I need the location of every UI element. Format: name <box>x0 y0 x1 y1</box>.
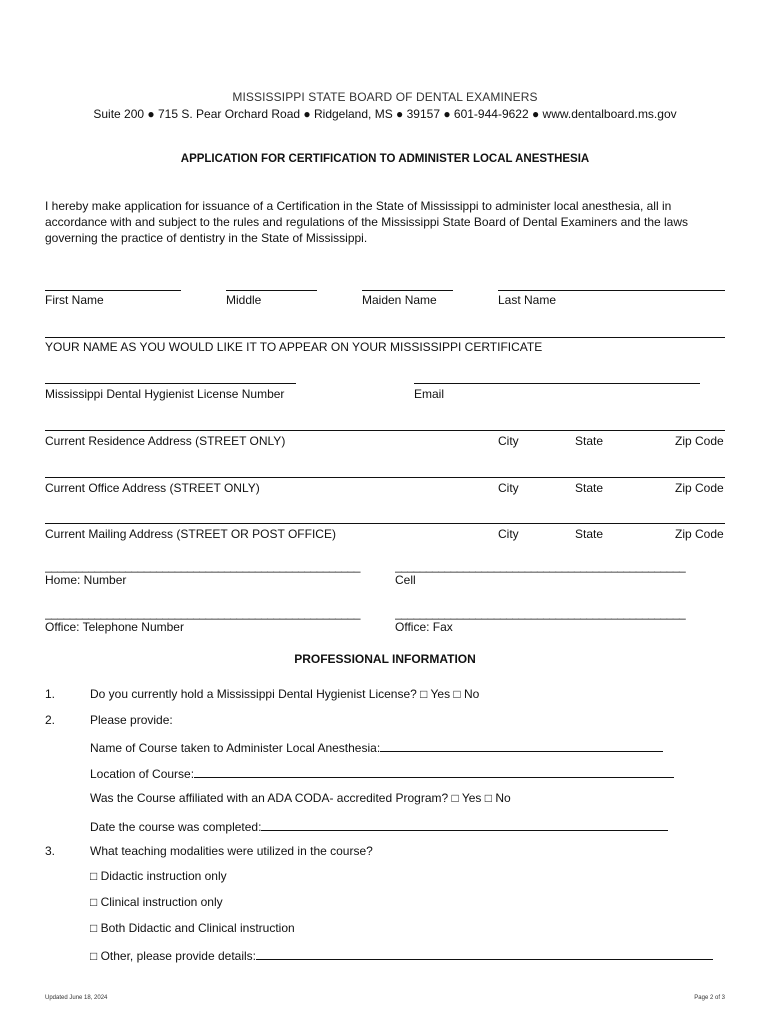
email-field[interactable] <box>414 383 700 384</box>
form-title: APPLICATION FOR CERTIFICATION TO ADMINISTER LOCAL ANESTHESIA <box>180 153 590 165</box>
q2-ada-coda-question[interactable]: Was the Course affiliated with an ADA CODA- accredited Program? □ Yes □ No <box>90 791 511 805</box>
maiden-name-label: Maiden Name <box>362 293 437 307</box>
page-number: Page 2 of 3 <box>694 995 725 1001</box>
office-address-field[interactable] <box>45 477 725 478</box>
q2-course-name-label: Name of Course taken to Administer Local Anesthesia: <box>90 741 381 755</box>
other-details-field[interactable] <box>256 947 713 960</box>
residence-city-label: City <box>498 434 519 448</box>
q2-location-label: Location of Course: <box>90 767 195 781</box>
q3-modalities-question: What teaching modalities were utilized in the course? <box>90 844 373 858</box>
q2-please-provide: Please provide: <box>90 713 173 727</box>
q2-location-row <box>90 765 674 781</box>
residence-zip-label: Zip Code <box>675 434 724 448</box>
q1-number: 1. <box>45 687 56 701</box>
home-number-label: Home: Number <box>45 573 127 587</box>
board-name: MISSISSIPPI STATE BOARD OF DENTAL EXAMINERS <box>232 90 538 104</box>
mailing-state-label: State <box>575 527 604 541</box>
option-other[interactable]: □ Other, please provide details: <box>90 949 257 963</box>
intro-paragraph: I hereby make application for issuance of a Certification in the State of Mississippi to administer local anesthesia, all in accordance with and subject to the rules and regulations of the Mississippi State Board of Dental Examiners and the laws governing the practice of dentistry in the State of Mississippi. <box>45 199 689 245</box>
license-number-field[interactable] <box>45 383 296 384</box>
option-didactic-only[interactable]: □ Didactic instruction only <box>90 869 227 883</box>
office-city-label: City <box>498 481 519 495</box>
office-address-label: Current Office Address (STREET ONLY) <box>45 481 260 495</box>
q2-date-label: Date the course was completed: <box>90 820 262 834</box>
office-zip-label: Zip Code <box>675 481 724 495</box>
certificate-name-label: YOUR NAME AS YOU WOULD LIKE IT TO APPEAR ON YOUR MISSISSIPPI CERTIFICATE <box>45 340 543 354</box>
option-both[interactable]: □ Both Didactic and Clinical instruction <box>90 921 295 935</box>
office-phone-field[interactable]: ___________________________________________________ <box>45 606 360 620</box>
office-state-label: State <box>575 481 604 495</box>
maiden-name-field[interactable] <box>362 290 453 291</box>
cell-field[interactable]: _______________________________________________ <box>395 559 686 573</box>
course-name-field[interactable] <box>380 739 663 752</box>
board-address: Suite 200 ● 715 S. Pear Orchard Road ● Ridgeland, MS ● 39157 ● 601-944-9622 ● www.dentalboard.ms.gov <box>93 107 677 121</box>
updated-date: Updated June 18, 2024 <box>45 995 108 1001</box>
course-location-field[interactable] <box>194 765 674 778</box>
first-name-field[interactable] <box>45 290 181 291</box>
residence-state-label: State <box>575 434 604 448</box>
office-fax-label: Office: Fax <box>395 620 453 634</box>
certificate-name-field[interactable] <box>45 337 725 338</box>
first-name-label: First Name <box>45 293 104 307</box>
license-number-label: Mississippi Dental Hygienist License Number <box>45 387 285 401</box>
q3-number: 3. <box>45 844 56 858</box>
q2-course-name-row <box>90 739 663 755</box>
residence-address-label: Current Residence Address (STREET ONLY) <box>45 434 286 448</box>
mailing-zip-label: Zip Code <box>675 527 724 541</box>
mailing-address-label: Current Mailing Address (STREET OR POST OFFICE) <box>45 527 336 541</box>
last-name-label: Last Name <box>498 293 557 307</box>
q2-number: 2. <box>45 713 56 727</box>
middle-name-label: Middle <box>226 293 262 307</box>
cell-label: Cell <box>395 573 416 587</box>
mailing-address-field[interactable] <box>45 523 725 524</box>
office-phone-label: Office: Telephone Number <box>45 620 184 634</box>
course-date-field[interactable] <box>261 818 668 831</box>
home-number-field[interactable]: ___________________________________________________ <box>45 559 360 573</box>
professional-info-heading: PROFESSIONAL INFORMATION <box>294 652 476 666</box>
option-clinical-only[interactable]: □ Clinical instruction only <box>90 895 223 909</box>
email-label: Email <box>414 387 445 401</box>
office-fax-field[interactable]: _______________________________________________ <box>395 606 686 620</box>
q1-license-question[interactable]: Do you currently hold a Mississippi Dental Hygienist License? □ Yes □ No <box>90 687 480 701</box>
middle-name-field[interactable] <box>226 290 317 291</box>
mailing-city-label: City <box>498 527 519 541</box>
last-name-field[interactable] <box>498 290 725 291</box>
q2-date-row <box>90 818 668 834</box>
residence-address-field[interactable] <box>45 430 725 431</box>
option-other-row <box>90 947 713 963</box>
